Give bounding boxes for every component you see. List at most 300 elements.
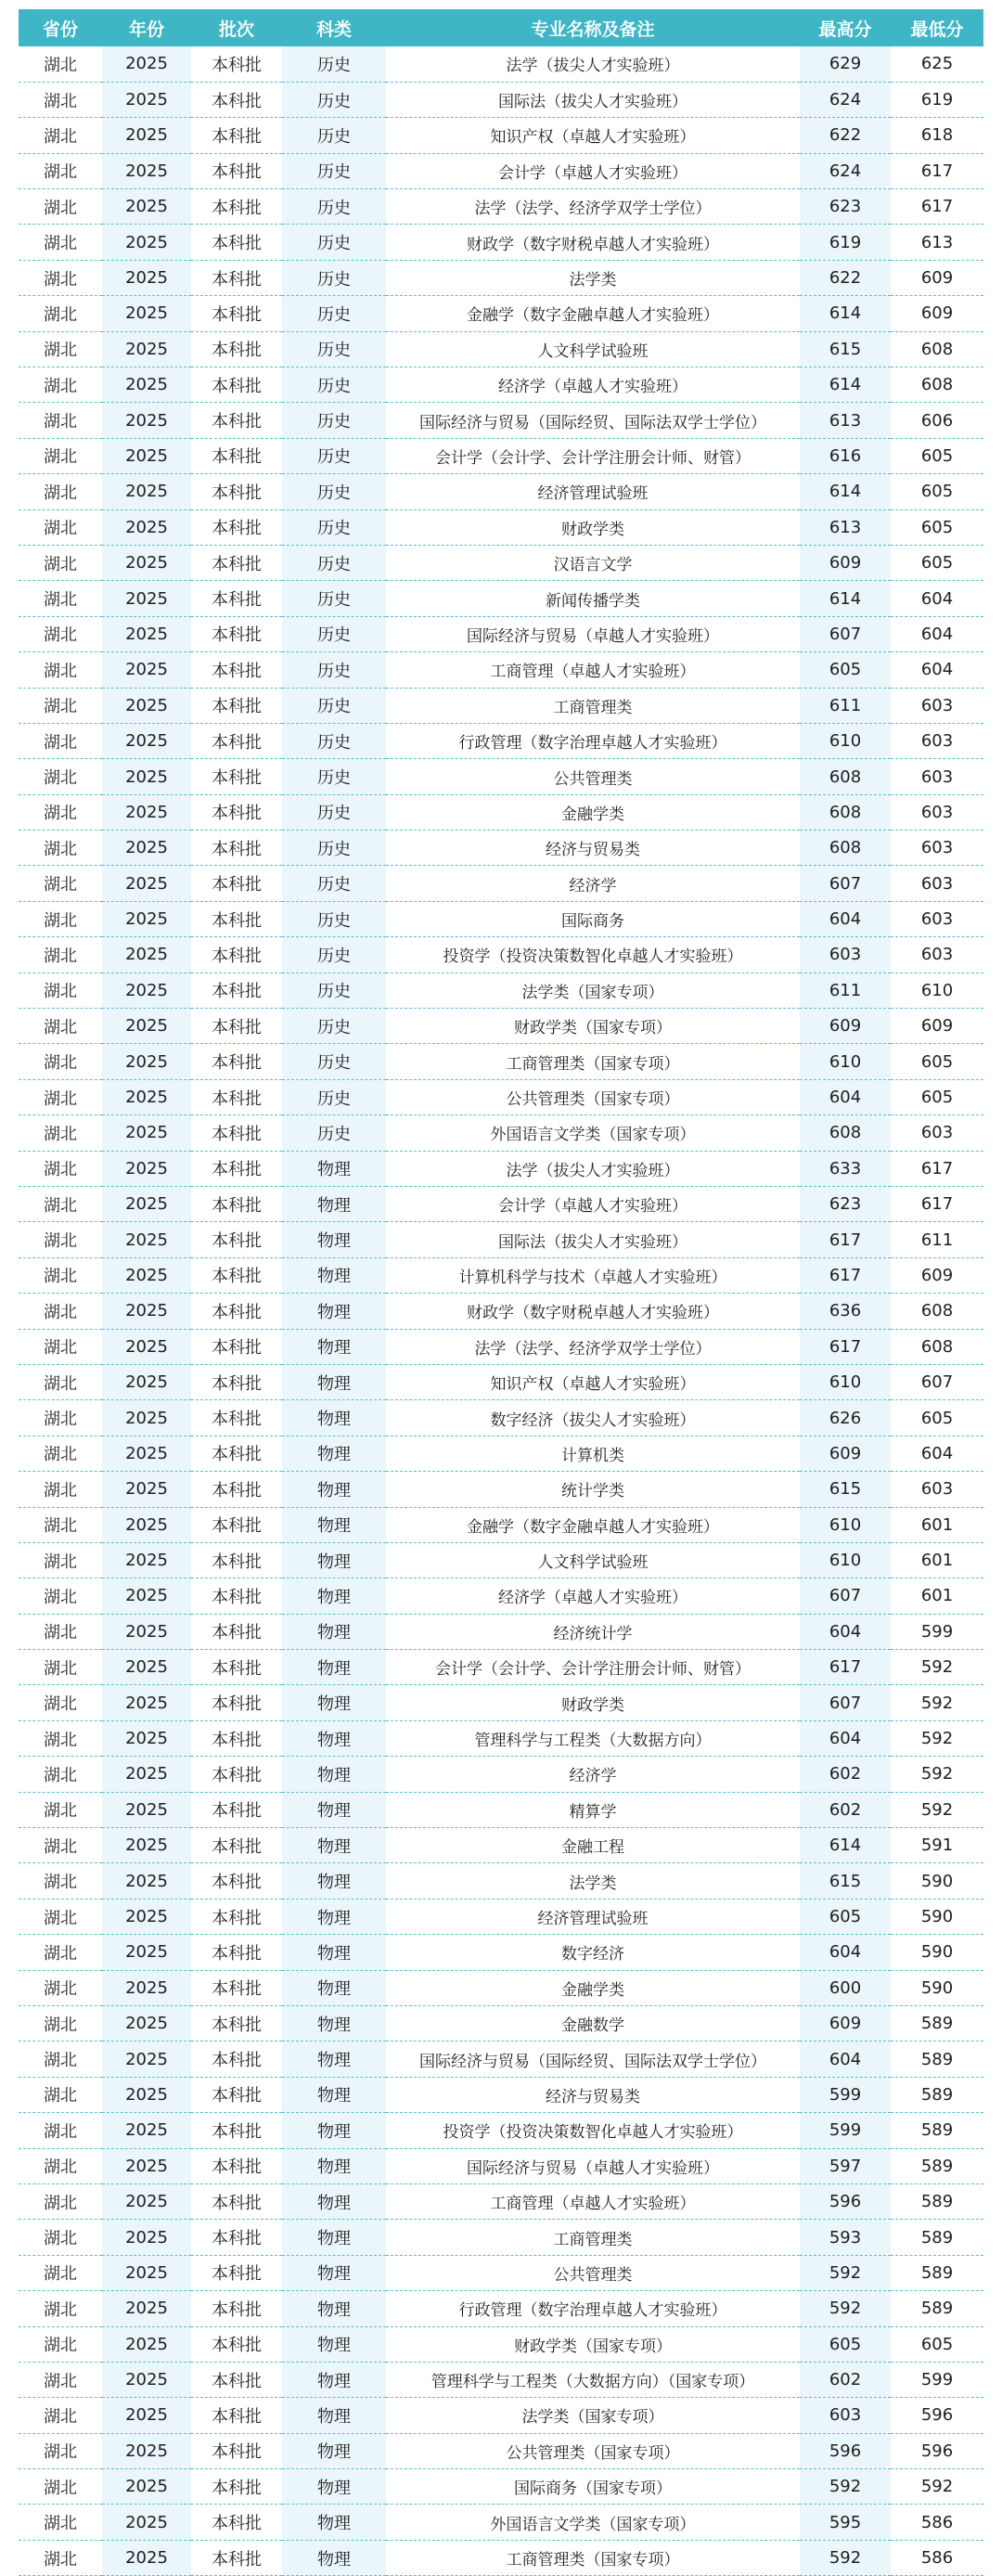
cell-major-name: 管理科学与工程类（大数据方向）（国家专项）	[386, 2362, 800, 2397]
cell-max-score: 626	[800, 1400, 891, 1436]
header-province: 省份	[19, 9, 102, 46]
cell-province: 湖北	[19, 759, 102, 794]
cell-year: 2025	[102, 189, 191, 225]
cell-province: 湖北	[19, 82, 102, 117]
cell-batch: 本科批	[191, 1507, 282, 1542]
table-row	[19, 474, 983, 509]
cell-batch: 本科批	[191, 616, 282, 651]
cell-max-score: 599	[800, 2113, 891, 2148]
cell-min-score: 609	[891, 1009, 983, 1044]
cell-major-name: 新闻传播学类	[386, 581, 800, 616]
cell-major-name: 法学（法学、经济学双学士学位）	[386, 1329, 800, 1364]
cell-province: 湖北	[19, 1472, 102, 1507]
cell-province: 湖北	[19, 189, 102, 225]
cell-year: 2025	[102, 1578, 191, 1614]
cell-batch: 本科批	[191, 1472, 282, 1507]
cell-province: 湖北	[19, 1650, 102, 1685]
cell-year: 2025	[102, 118, 191, 153]
cell-province: 湖北	[19, 153, 102, 188]
cell-min-score: 617	[891, 1151, 983, 1186]
cell-year: 2025	[102, 937, 191, 972]
cell-major-name: 数字经济	[386, 1935, 800, 1970]
table-row	[19, 545, 983, 580]
cell-max-score: 592	[800, 2291, 891, 2326]
cell-max-score: 595	[800, 2505, 891, 2540]
cell-min-score: 603	[891, 723, 983, 758]
table-row	[19, 1294, 983, 1329]
cell-year: 2025	[102, 581, 191, 616]
cell-min-score: 589	[891, 2183, 983, 2219]
cell-min-score: 601	[891, 1542, 983, 1578]
cell-batch: 本科批	[191, 2291, 282, 2326]
cell-major-name: 统计学类	[386, 1472, 800, 1507]
cell-major-name: 人文科学试验班	[386, 1542, 800, 1578]
table-row	[19, 118, 983, 153]
table-row	[19, 2183, 983, 2219]
table-row	[19, 1935, 983, 1970]
cell-batch: 本科批	[191, 2148, 282, 2183]
cell-year: 2025	[102, 723, 191, 758]
cell-min-score: 605	[891, 509, 983, 545]
cell-min-score: 589	[891, 2291, 983, 2326]
table-row	[19, 1899, 983, 1934]
table-row	[19, 1115, 983, 1151]
cell-year: 2025	[102, 2220, 191, 2255]
table-row	[19, 581, 983, 616]
cell-province: 湖北	[19, 225, 102, 260]
cell-max-score: 592	[800, 2255, 891, 2290]
table-row	[19, 688, 983, 723]
cell-major-name: 法学（法学、经济学双学士学位）	[386, 189, 800, 225]
cell-max-score: 617	[800, 1222, 891, 1257]
cell-min-score: 601	[891, 1507, 983, 1542]
cell-province: 湖北	[19, 1079, 102, 1114]
cell-province: 湖北	[19, 509, 102, 545]
cell-major-name: 经济学（卓越人才实验班）	[386, 367, 800, 403]
cell-province: 湖北	[19, 2113, 102, 2148]
cell-province: 湖北	[19, 1863, 102, 1899]
cell-batch: 本科批	[191, 367, 282, 403]
cell-min-score: 605	[891, 438, 983, 473]
table-row	[19, 1720, 983, 1756]
cell-subject-category: 历史	[282, 82, 386, 117]
cell-year: 2025	[102, 46, 191, 82]
cell-province: 湖北	[19, 1828, 102, 1863]
cell-subject-category: 历史	[282, 652, 386, 688]
table-row	[19, 794, 983, 830]
cell-year: 2025	[102, 82, 191, 117]
cell-major-name: 汉语言文学	[386, 545, 800, 580]
cell-max-score: 613	[800, 509, 891, 545]
cell-batch: 本科批	[191, 1828, 282, 1863]
cell-subject-category: 物理	[282, 2183, 386, 2219]
cell-major-name: 法学（拔尖人才实验班）	[386, 1151, 800, 1186]
admission-scores-table	[19, 9, 983, 2576]
cell-year: 2025	[102, 1044, 191, 1079]
table-row	[19, 1079, 983, 1114]
cell-min-score: 609	[891, 1257, 983, 1293]
table-row	[19, 1792, 983, 1827]
cell-max-score: 608	[800, 831, 891, 866]
cell-year: 2025	[102, 1472, 191, 1507]
cell-max-score: 603	[800, 937, 891, 972]
cell-max-score: 605	[800, 652, 891, 688]
cell-province: 湖北	[19, 2077, 102, 2112]
cell-year: 2025	[102, 367, 191, 403]
cell-batch: 本科批	[191, 2505, 282, 2540]
cell-batch: 本科批	[191, 794, 282, 830]
cell-major-name: 会计学（会计学、会计学注册会计师、财管）	[386, 1650, 800, 1685]
cell-max-score: 610	[800, 1044, 891, 1079]
cell-major-name: 金融学（数字金融卓越人才实验班）	[386, 1507, 800, 1542]
cell-min-score: 618	[891, 118, 983, 153]
cell-major-name: 国际商务（国家专项）	[386, 2469, 800, 2505]
cell-subject-category: 物理	[282, 1757, 386, 1792]
table-row	[19, 2362, 983, 2397]
cell-max-score: 622	[800, 260, 891, 295]
cell-major-name: 工商管理类	[386, 688, 800, 723]
cell-major-name: 金融学类	[386, 794, 800, 830]
cell-min-score: 590	[891, 1863, 983, 1899]
cell-major-name: 工商管理类	[386, 2220, 800, 2255]
cell-province: 湖北	[19, 2469, 102, 2505]
cell-year: 2025	[102, 1720, 191, 1756]
cell-province: 湖北	[19, 616, 102, 651]
cell-max-score: 608	[800, 759, 891, 794]
cell-year: 2025	[102, 794, 191, 830]
cell-major-name: 公共管理类	[386, 759, 800, 794]
cell-year: 2025	[102, 2255, 191, 2290]
cell-major-name: 工商管理类（国家专项）	[386, 2540, 800, 2575]
cell-province: 湖北	[19, 866, 102, 901]
cell-max-score: 614	[800, 581, 891, 616]
cell-province: 湖北	[19, 723, 102, 758]
cell-max-score: 611	[800, 972, 891, 1008]
cell-year: 2025	[102, 2362, 191, 2397]
cell-max-score: 609	[800, 1436, 891, 1471]
cell-max-score: 592	[800, 2469, 891, 2505]
cell-year: 2025	[102, 1650, 191, 1685]
cell-province: 湖北	[19, 1614, 102, 1649]
table-row	[19, 438, 983, 473]
cell-province: 湖北	[19, 1685, 102, 1720]
cell-province: 湖北	[19, 1222, 102, 1257]
cell-subject-category: 物理	[282, 2362, 386, 2397]
table-row	[19, 1329, 983, 1364]
cell-min-score: 592	[891, 1792, 983, 1827]
cell-year: 2025	[102, 225, 191, 260]
cell-batch: 本科批	[191, 1079, 282, 1114]
cell-batch: 本科批	[191, 866, 282, 901]
cell-max-score: 610	[800, 1364, 891, 1399]
cell-max-score: 636	[800, 1294, 891, 1329]
table-row	[19, 866, 983, 901]
cell-subject-category: 物理	[282, 2540, 386, 2575]
cell-batch: 本科批	[191, 2041, 282, 2077]
cell-year: 2025	[102, 2113, 191, 2148]
cell-year: 2025	[102, 972, 191, 1008]
cell-min-score: 605	[891, 1079, 983, 1114]
cell-min-score: 603	[891, 866, 983, 901]
cell-province: 湖北	[19, 652, 102, 688]
cell-subject-category: 历史	[282, 937, 386, 972]
cell-batch: 本科批	[191, 474, 282, 509]
cell-province: 湖北	[19, 2540, 102, 2575]
cell-year: 2025	[102, 260, 191, 295]
cell-batch: 本科批	[191, 759, 282, 794]
cell-subject-category: 历史	[282, 901, 386, 936]
cell-batch: 本科批	[191, 189, 282, 225]
cell-province: 湖北	[19, 2326, 102, 2362]
cell-min-score: 608	[891, 1329, 983, 1364]
table-row	[19, 1222, 983, 1257]
cell-major-name: 投资学（投资决策数智化卓越人才实验班）	[386, 937, 800, 972]
cell-min-score: 586	[891, 2540, 983, 2575]
cell-batch: 本科批	[191, 2255, 282, 2290]
cell-min-score: 604	[891, 616, 983, 651]
cell-subject-category: 物理	[282, 1650, 386, 1685]
cell-batch: 本科批	[191, 1436, 282, 1471]
cell-min-score: 604	[891, 581, 983, 616]
cell-batch: 本科批	[191, 1614, 282, 1649]
cell-subject-category: 物理	[282, 2220, 386, 2255]
cell-max-score: 622	[800, 118, 891, 153]
cell-min-score: 609	[891, 296, 983, 331]
cell-province: 湖北	[19, 2041, 102, 2077]
cell-min-score: 592	[891, 1685, 983, 1720]
cell-province: 湖北	[19, 296, 102, 331]
cell-major-name: 国际经济与贸易（国际经贸、国际法双学士学位）	[386, 403, 800, 438]
cell-min-score: 613	[891, 225, 983, 260]
cell-min-score: 592	[891, 1757, 983, 1792]
cell-batch: 本科批	[191, 403, 282, 438]
cell-year: 2025	[102, 1115, 191, 1151]
cell-max-score: 615	[800, 1472, 891, 1507]
cell-major-name: 公共管理类（国家专项）	[386, 2433, 800, 2468]
cell-max-score: 602	[800, 1792, 891, 1827]
cell-subject-category: 物理	[282, 1436, 386, 1471]
cell-min-score: 610	[891, 972, 983, 1008]
cell-batch: 本科批	[191, 1935, 282, 1970]
cell-year: 2025	[102, 545, 191, 580]
cell-batch: 本科批	[191, 153, 282, 188]
cell-province: 湖北	[19, 2433, 102, 2468]
cell-batch: 本科批	[191, 937, 282, 972]
cell-major-name: 工商管理（卓越人才实验班）	[386, 2183, 800, 2219]
cell-min-score: 592	[891, 2469, 983, 2505]
cell-batch: 本科批	[191, 82, 282, 117]
cell-major-name: 知识产权（卓越人才实验班）	[386, 1364, 800, 1399]
cell-year: 2025	[102, 2148, 191, 2183]
cell-subject-category: 历史	[282, 403, 386, 438]
cell-year: 2025	[102, 403, 191, 438]
cell-min-score: 592	[891, 1650, 983, 1685]
cell-subject-category: 历史	[282, 260, 386, 295]
cell-year: 2025	[102, 652, 191, 688]
table-row	[19, 1044, 983, 1079]
cell-year: 2025	[102, 2469, 191, 2505]
cell-year: 2025	[102, 1828, 191, 1863]
cell-province: 湖北	[19, 1009, 102, 1044]
cell-province: 湖北	[19, 831, 102, 866]
cell-max-score: 604	[800, 1720, 891, 1756]
cell-min-score: 608	[891, 367, 983, 403]
cell-subject-category: 历史	[282, 759, 386, 794]
cell-province: 湖北	[19, 1364, 102, 1399]
cell-year: 2025	[102, 1079, 191, 1114]
cell-major-name: 法学类	[386, 260, 800, 295]
cell-major-name: 财政学类	[386, 1685, 800, 1720]
cell-batch: 本科批	[191, 1720, 282, 1756]
cell-max-score: 608	[800, 794, 891, 830]
cell-year: 2025	[102, 1400, 191, 1436]
cell-major-name: 经济统计学	[386, 1614, 800, 1649]
cell-subject-category: 物理	[282, 1294, 386, 1329]
cell-major-name: 行政管理（数字治理卓越人才实验班）	[386, 723, 800, 758]
cell-major-name: 财政学类	[386, 509, 800, 545]
cell-province: 湖北	[19, 1329, 102, 1364]
table-row	[19, 1542, 983, 1578]
cell-year: 2025	[102, 509, 191, 545]
cell-max-score: 605	[800, 2326, 891, 2362]
cell-province: 湖北	[19, 972, 102, 1008]
cell-min-score: 605	[891, 1400, 983, 1436]
cell-province: 湖北	[19, 1792, 102, 1827]
cell-year: 2025	[102, 1222, 191, 1257]
cell-min-score: 609	[891, 260, 983, 295]
cell-max-score: 617	[800, 1257, 891, 1293]
cell-year: 2025	[102, 2005, 191, 2041]
cell-year: 2025	[102, 688, 191, 723]
table-row	[19, 225, 983, 260]
cell-province: 湖北	[19, 1044, 102, 1079]
cell-subject-category: 物理	[282, 2291, 386, 2326]
cell-province: 湖北	[19, 1720, 102, 1756]
cell-year: 2025	[102, 2540, 191, 2575]
cell-year: 2025	[102, 1899, 191, 1934]
cell-max-score: 607	[800, 1578, 891, 1614]
cell-subject-category: 物理	[282, 2469, 386, 2505]
table-row	[19, 1257, 983, 1293]
cell-max-score: 616	[800, 438, 891, 473]
cell-max-score: 624	[800, 82, 891, 117]
cell-major-name: 国际经济与贸易（卓越人才实验班）	[386, 616, 800, 651]
cell-year: 2025	[102, 2433, 191, 2468]
table-row	[19, 46, 983, 82]
cell-max-score: 608	[800, 1115, 891, 1151]
cell-major-name: 法学类（国家专项）	[386, 2398, 800, 2433]
table-row	[19, 2540, 983, 2575]
cell-subject-category: 历史	[282, 118, 386, 153]
cell-min-score: 603	[891, 759, 983, 794]
cell-min-score: 590	[891, 1935, 983, 1970]
cell-min-score: 625	[891, 46, 983, 82]
cell-year: 2025	[102, 2077, 191, 2112]
cell-batch: 本科批	[191, 652, 282, 688]
cell-subject-category: 物理	[282, 1400, 386, 1436]
cell-subject-category: 物理	[282, 1899, 386, 1934]
cell-major-name: 会计学（卓越人才实验班）	[386, 153, 800, 188]
table-row	[19, 616, 983, 651]
cell-year: 2025	[102, 901, 191, 936]
cell-major-name: 计算机科学与技术（卓越人才实验班）	[386, 1257, 800, 1293]
cell-subject-category: 物理	[282, 2505, 386, 2540]
cell-subject-category: 物理	[282, 2148, 386, 2183]
table-row	[19, 2005, 983, 2041]
cell-subject-category: 历史	[282, 509, 386, 545]
cell-major-name: 金融学（数字金融卓越人才实验班）	[386, 296, 800, 331]
table-row	[19, 2505, 983, 2540]
cell-year: 2025	[102, 2291, 191, 2326]
table-row	[19, 723, 983, 758]
cell-batch: 本科批	[191, 2183, 282, 2219]
cell-min-score: 589	[891, 2148, 983, 2183]
cell-subject-category: 历史	[282, 723, 386, 758]
cell-subject-category: 物理	[282, 1685, 386, 1720]
cell-subject-category: 物理	[282, 1151, 386, 1186]
cell-province: 湖北	[19, 2398, 102, 2433]
cell-min-score: 592	[891, 1720, 983, 1756]
header-subject-category: 科类	[282, 9, 386, 46]
cell-max-score: 614	[800, 1828, 891, 1863]
cell-batch: 本科批	[191, 1970, 282, 2005]
cell-max-score: 605	[800, 1899, 891, 1934]
cell-batch: 本科批	[191, 1863, 282, 1899]
cell-max-score: 623	[800, 189, 891, 225]
table-row	[19, 82, 983, 117]
cell-batch: 本科批	[191, 545, 282, 580]
cell-major-name: 国际法（拔尖人才实验班）	[386, 82, 800, 117]
cell-major-name: 法学（拔尖人才实验班）	[386, 46, 800, 82]
cell-province: 湖北	[19, 367, 102, 403]
table-row	[19, 652, 983, 688]
cell-year: 2025	[102, 1542, 191, 1578]
table-row	[19, 937, 983, 972]
cell-province: 湖北	[19, 581, 102, 616]
header-batch: 批次	[191, 9, 282, 46]
table-row	[19, 1400, 983, 1436]
cell-min-score: 603	[891, 831, 983, 866]
cell-year: 2025	[102, 1009, 191, 1044]
cell-min-score: 603	[891, 937, 983, 972]
table-row	[19, 1863, 983, 1899]
cell-batch: 本科批	[191, 831, 282, 866]
cell-min-score: 605	[891, 2326, 983, 2362]
table-row	[19, 2398, 983, 2433]
table-row	[19, 1757, 983, 1792]
cell-major-name: 精算学	[386, 1792, 800, 1827]
cell-province: 湖北	[19, 118, 102, 153]
cell-max-score: 609	[800, 545, 891, 580]
table-row	[19, 1364, 983, 1399]
cell-major-name: 公共管理类（国家专项）	[386, 1079, 800, 1114]
cell-major-name: 财政学（数字财税卓越人才实验班）	[386, 1294, 800, 1329]
table-row	[19, 1151, 983, 1186]
cell-batch: 本科批	[191, 972, 282, 1008]
cell-min-score: 604	[891, 1436, 983, 1471]
cell-max-score: 604	[800, 1079, 891, 1114]
table-row	[19, 2255, 983, 2290]
table-row	[19, 831, 983, 866]
cell-year: 2025	[102, 831, 191, 866]
cell-min-score: 601	[891, 1578, 983, 1614]
cell-province: 湖北	[19, 2505, 102, 2540]
cell-min-score: 606	[891, 403, 983, 438]
cell-province: 湖北	[19, 1757, 102, 1792]
cell-year: 2025	[102, 1757, 191, 1792]
cell-major-name: 财政学（数字财税卓越人才实验班）	[386, 225, 800, 260]
cell-batch: 本科批	[191, 1650, 282, 1685]
